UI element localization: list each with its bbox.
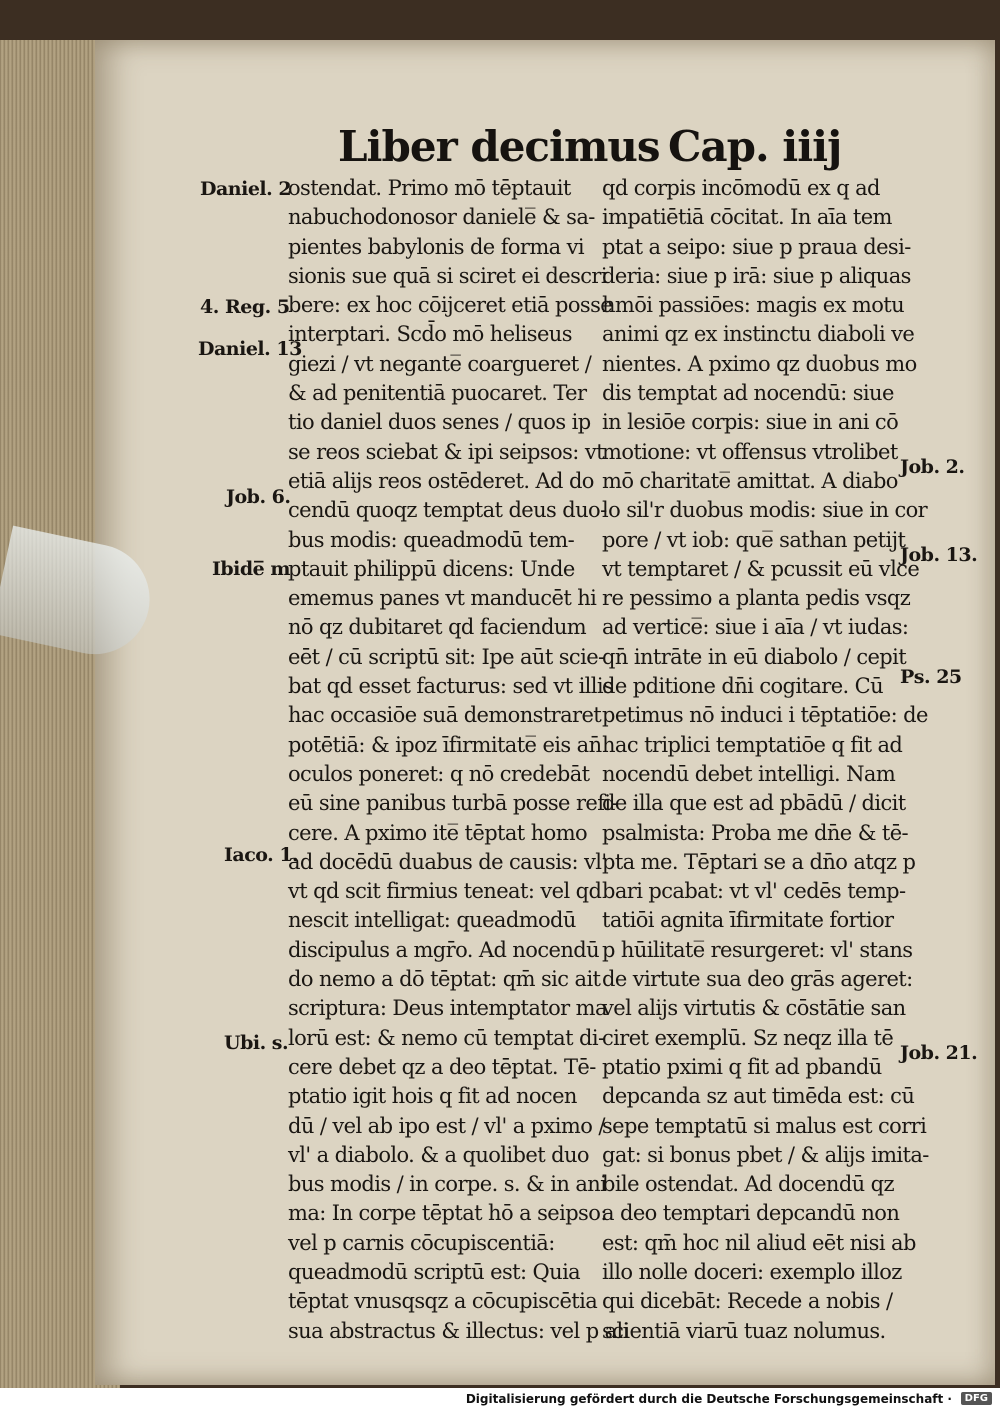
text-line: sua abstractus & illectus: vel p ali bbox=[288, 1318, 629, 1343]
text-line: qd corpis incōmodū ex q ad bbox=[602, 176, 880, 200]
text-line: etiā alijs reos ostēderet. Ad do bbox=[288, 468, 594, 493]
text-line: se reos sciebat & ipi seipsos: vt bbox=[288, 439, 604, 464]
text-line: pta me. Tēptari se a dn̄o atqz p bbox=[602, 849, 916, 874]
text-line: ptauit philippū dicens: Unde bbox=[288, 556, 575, 581]
margin-note-job-2: Job. 2. bbox=[900, 456, 965, 478]
text-line: deria: siue p irā: siue p aliquas bbox=[602, 263, 911, 288]
text-line: scientiā viarū tuaz nolumus. bbox=[602, 1318, 886, 1343]
text-line: nō qz dubitaret qd faciendum bbox=[288, 615, 587, 640]
text-line: scriptura: Deus intemptator ma bbox=[288, 996, 607, 1021]
text-line: cere debet qz a deo tēptat. Tē- bbox=[288, 1054, 596, 1079]
text-line: gat: si bonus pbet / & alijs imita- bbox=[602, 1142, 929, 1167]
text-line: pientes babylonis de forma vi bbox=[288, 234, 585, 259]
text-line: oculos poneret: q nō credebāt bbox=[288, 761, 590, 786]
text-line: in lesiōe corpis: siue in ani cō bbox=[602, 410, 899, 435]
text-line: ostendat. Primo mō tēptauit bbox=[288, 176, 571, 200]
text-line: de virtute sua deo grās ageret: bbox=[602, 967, 913, 992]
text-line: nabuchodonosor daniele̅ & sa- bbox=[288, 205, 595, 230]
text-line: nocendū debet intelligi. Nam bbox=[602, 761, 896, 786]
text-line: ciret exemplū. Sz neqz illa tē bbox=[602, 1025, 894, 1050]
text-line: nescit intelligat: queadmodū bbox=[288, 908, 576, 933]
text-line: ememus panes vt manducēt hi bbox=[288, 586, 597, 611]
text-line: qn̄ intrāte in eū diabolo / cepit bbox=[602, 644, 907, 669]
text-line: nientes. A pximo qz duobus mo bbox=[602, 351, 917, 376]
margin-note-job-13: Job. 13. bbox=[900, 544, 978, 566]
text-line: dis temptat ad nocendū: siue bbox=[602, 381, 894, 406]
text-line: vel p carnis cōcupiscentiā: bbox=[288, 1230, 555, 1255]
text-line: sionis sue quā si sciret ei descri bbox=[288, 263, 607, 288]
text-line: bat qd esset facturus: sed vt illis bbox=[288, 674, 614, 699]
text-line: potētiā: & ipoz īfirmitate̅ eis an̄ bbox=[288, 732, 602, 757]
margin-note-daniel-13: Daniel. 13 bbox=[198, 338, 302, 360]
text-line: sepe temptatū si malus est corri bbox=[602, 1113, 927, 1138]
margin-note-ibidem: Ibide̅ m bbox=[212, 558, 290, 580]
text-line: bus modis: queadmodū tem- bbox=[288, 527, 575, 552]
text-line: re pessimo a planta pedis vsqz bbox=[602, 586, 911, 611]
text-line: lo sil'r duobus modis: siue in cor bbox=[602, 498, 928, 523]
text-line: de illa que est ad pbādū / dicit bbox=[602, 791, 906, 816]
text-line: depcanda sz aut timēda est: cū bbox=[602, 1084, 915, 1109]
text-line: petimus nō induci i tēptatiōe: de bbox=[602, 703, 928, 728]
dfg-logo: DFG bbox=[961, 1392, 992, 1405]
text-line: bari pcabat: vt vl' cedēs temp- bbox=[602, 879, 906, 904]
text-line: mō charitate̅ amittat. A diabo bbox=[602, 468, 898, 493]
funding-credit: Digitalisierung gefördert durch die Deutsche Forschungsgemeinschaft · bbox=[465, 1392, 952, 1406]
text-line: ma: In corpe tēptat hō a seipso: bbox=[288, 1201, 607, 1226]
text-line: vl' a diabolo. & a quolibet duo bbox=[288, 1142, 589, 1167]
margin-note-reg-4-5: 4. Reg. 5 bbox=[200, 296, 290, 318]
text-line: illo nolle doceri: exemplo illoz bbox=[602, 1259, 902, 1284]
margin-note-iaco-1: Iaco. 1. bbox=[224, 844, 299, 866]
text-line: p hūilitate̅ resurgeret: vl' stans bbox=[602, 937, 913, 962]
text-line: ptatio igit hois q fit ad nocen bbox=[288, 1084, 577, 1109]
text-line: a deo temptari depcandū non bbox=[602, 1201, 900, 1226]
text-line: ptat a seipo: siue p praua desi- bbox=[602, 234, 911, 259]
text-line: hmōi passiōes: magis ex motu bbox=[602, 293, 905, 318]
text-line: ad vertice̅: siue i aīa / vt iudas: bbox=[602, 615, 909, 640]
text-line: ptatio pximi q fit ad pbandū bbox=[602, 1054, 882, 1079]
text-line: motione: vt offensus vtrolibet bbox=[602, 439, 898, 464]
text-line: & ad penitentiā puocaret. Ter bbox=[288, 381, 587, 406]
margin-note-ps-25: Ps. 25 bbox=[900, 666, 962, 688]
text-line: eēt / cū scriptū sit: Ipe aūt scie- bbox=[288, 644, 605, 669]
text-line: discipulus a mgr̄o. Ad nocendū bbox=[288, 937, 600, 962]
text-line: bus modis / in corpe. s. & in ani bbox=[288, 1172, 607, 1197]
text-line: do nemo a dō tēptat: qm̄ sic ait bbox=[288, 967, 601, 992]
text-line: interptari. Scd̄o mō heliseus bbox=[288, 322, 572, 347]
text-line: lorū est: & nemo cū temptat di- bbox=[288, 1025, 605, 1050]
text-line: pore / vt iob: que̅ sathan petijt bbox=[602, 527, 906, 552]
text-line: giezi / vt negante̅ coargueret / bbox=[288, 351, 592, 376]
margin-note-ubi-s: Ubi. s. bbox=[224, 1032, 289, 1054]
margin-note-job-21: Job. 21. bbox=[900, 1042, 978, 1064]
text-line: psalmista: Proba me dn̄e & tē- bbox=[602, 820, 909, 845]
text-line: cendū quoqz temptat deus duo- bbox=[288, 498, 607, 523]
text-line: hac occasiōe suā demonstraret bbox=[288, 703, 602, 728]
text-line: vt temptaret / & pcussit eū vlce bbox=[602, 556, 920, 581]
text-line: qui dicebāt: Recede a nobis / bbox=[602, 1289, 893, 1314]
text-line: ad docēdū duabus de causis: vl' bbox=[288, 849, 607, 874]
footer-bar bbox=[0, 1388, 1000, 1411]
text-line: est: qm̄ hoc nil aliud eēt nisi ab bbox=[602, 1230, 916, 1255]
text-line: bile ostendat. Ad docendū qz bbox=[602, 1172, 894, 1197]
margin-note-job-6: Job. 6. bbox=[226, 486, 291, 508]
text-line: impatiētiā cōcitat. In aīa tem bbox=[602, 205, 892, 230]
text-line: cere. A pximo ite̅ tēptat homo bbox=[288, 820, 588, 845]
running-head-left: Liber decimus bbox=[338, 122, 660, 171]
text-line: dū / vel ab ipo est / vl' a pximo / bbox=[288, 1113, 605, 1138]
text-line: queadmodū scriptū est: Quia bbox=[288, 1259, 581, 1284]
text-line: tio daniel duos senes / quos ip bbox=[288, 410, 591, 435]
text-line: eū sine panibus turbā posse refi- bbox=[288, 791, 618, 816]
text-column-left bbox=[288, 174, 629, 1346]
running-head-right: Cap. iiij bbox=[668, 122, 842, 171]
text-line: animi qz ex instinctu diaboli ve bbox=[602, 322, 915, 347]
text-line: vt qd scit firmius teneat: vel qd bbox=[288, 879, 602, 904]
text-line: bere: ex hoc cōijceret etiā posse bbox=[288, 293, 613, 318]
text-line: vel alijs virtutis & cōstātie san bbox=[602, 996, 906, 1021]
margin-note-daniel-2: Daniel. 2 bbox=[200, 178, 292, 200]
text-line: tēptat vnusqsqz a cōcupiscētia bbox=[288, 1289, 598, 1314]
text-line: de pditione dn̄i cogitare. Cū bbox=[602, 674, 884, 699]
text-line: tatiōi agnita īfirmitate fortior bbox=[602, 908, 894, 933]
text-column-right bbox=[602, 174, 929, 1346]
text-line: hac triplici temptatiōe q fit ad bbox=[602, 732, 903, 757]
